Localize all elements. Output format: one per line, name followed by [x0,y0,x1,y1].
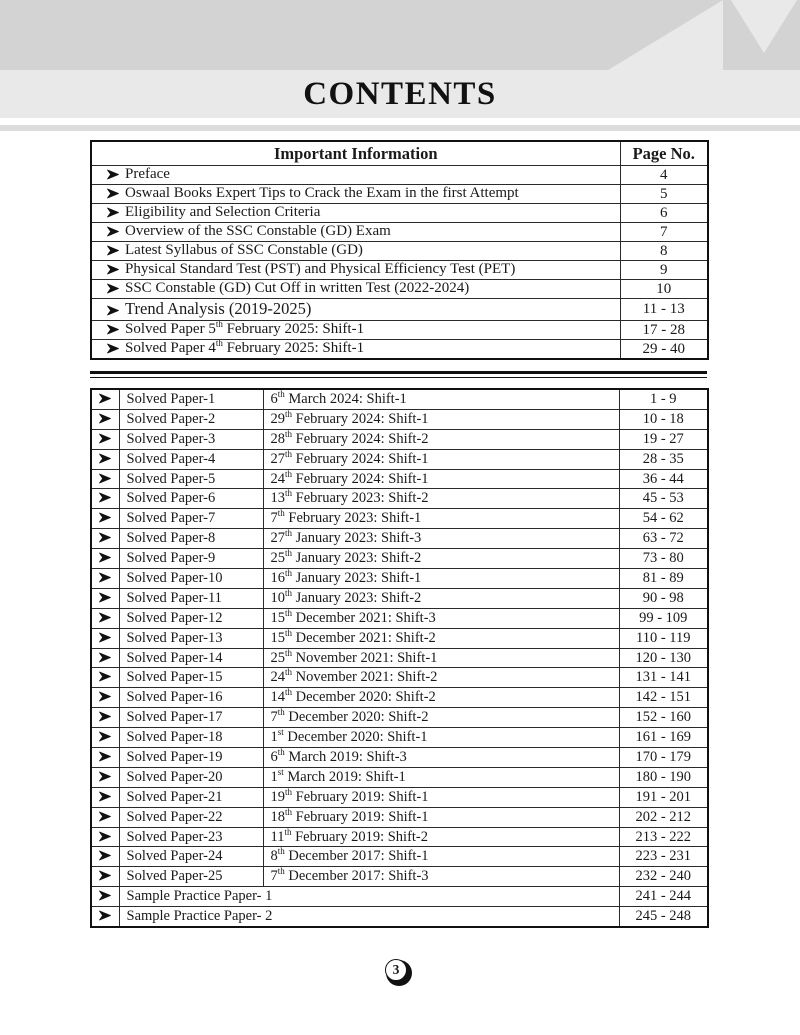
arrow-bullet-icon [101,186,125,203]
arrow-bullet-cell [91,409,119,429]
page-range-cell: 28 - 35 [619,449,708,469]
paper-name-cell: Sample Practice Paper- 2 [119,907,619,927]
paper-name-cell: Solved Paper-5 [119,469,263,489]
info-label: Oswaal Books Expert Tips to Crack the Exam in the first Attempt [125,185,519,201]
page-range-cell: 36 - 44 [619,469,708,489]
solved-paper-row [91,787,708,807]
page-range-cell: 6 [620,204,708,223]
arrow-bullet-icon [94,791,116,802]
arrow-bullet-cell [91,429,119,449]
arrow-bullet-icon [94,393,116,404]
paper-name-cell: Solved Paper-20 [119,767,263,787]
paper-name-cell: Solved Paper-15 [119,668,263,688]
arrow-bullet-icon [94,413,116,424]
info-label: Trend Analysis (2019-2025) [125,299,312,318]
paper-name-cell: Solved Paper-2 [119,409,263,429]
arrow-bullet-icon [94,771,116,782]
arrow-bullet-icon [94,453,116,464]
paper-date-cell: 8th December 2017: Shift-1 [263,847,619,867]
page-range-cell: 63 - 72 [619,529,708,549]
paper-name-cell: Solved Paper-6 [119,489,263,509]
solved-paper-row [91,827,708,847]
solved-paper-row [91,668,708,688]
paper-name-cell: Solved Paper-14 [119,648,263,668]
arrow-bullet-cell [91,748,119,768]
arrow-bullet-cell [91,807,119,827]
solved-paper-row [91,489,708,509]
arrow-bullet-cell [91,867,119,887]
arrow-bullet-icon [94,612,116,623]
info-label-cell [91,299,620,321]
arrow-bullet-icon [101,224,125,241]
page-range-cell: 9 [620,261,708,280]
arrow-bullet-cell [91,728,119,748]
solved-paper-row [91,688,708,708]
solved-paper-row [91,569,708,589]
page-number-badge [386,960,412,986]
decor-diagonal-triangle [608,0,723,70]
info-row [91,321,708,340]
page-range-cell: 90 - 98 [619,588,708,608]
arrow-bullet-icon [101,264,125,275]
info-label-cell [91,166,620,185]
info-label: Physical Standard Test (PST) and Physical Efficiency Test (PET) [125,261,516,277]
paper-name-cell: Solved Paper-21 [119,787,263,807]
arrow-bullet-cell [91,887,119,907]
paper-name-cell: Solved Paper-4 [119,449,263,469]
solved-paper-row [91,469,708,489]
page-range-cell: 17 - 28 [620,321,708,340]
solved-paper-row [91,588,708,608]
paper-name-cell: Solved Paper-18 [119,728,263,748]
page-range-cell: 10 - 18 [619,409,708,429]
paper-name-cell: Solved Paper-8 [119,529,263,549]
paper-date-cell: 27th January 2023: Shift-3 [263,529,619,549]
paper-date-cell: 13th February 2023: Shift-2 [263,489,619,509]
page-range-cell: 29 - 40 [620,340,708,360]
arrow-bullet-icon [94,691,116,702]
page-range-cell: 180 - 190 [619,767,708,787]
paper-date-cell: 27th February 2024: Shift-1 [263,449,619,469]
paper-date-cell: 6th March 2019: Shift-3 [263,748,619,768]
page-range-cell: 4 [620,166,708,185]
paper-date-cell: 1st March 2019: Shift-1 [263,767,619,787]
solved-paper-row [91,628,708,648]
info-header-row [91,141,708,166]
paper-name-cell: Solved Paper-23 [119,827,263,847]
solved-paper-row [91,708,708,728]
paper-date-cell: 29th February 2024: Shift-1 [263,409,619,429]
paper-name-cell: Solved Paper-1 [119,389,263,409]
arrow-bullet-cell [91,688,119,708]
page-range-cell: 45 - 53 [619,489,708,509]
paper-date-cell: 11th February 2019: Shift-2 [263,827,619,847]
arrow-bullet-cell [91,708,119,728]
paper-name-cell: Solved Paper-3 [119,429,263,449]
paper-date-cell: 19th February 2019: Shift-1 [263,787,619,807]
page-range-cell: 170 - 179 [619,748,708,768]
paper-name-cell: Solved Paper-25 [119,867,263,887]
paper-name-cell: Solved Paper-12 [119,608,263,628]
page-range-cell: 19 - 27 [619,429,708,449]
arrow-bullet-icon [94,512,116,523]
solved-paper-row [91,648,708,668]
arrow-bullet-icon [94,811,116,822]
paper-name-cell: Solved Paper-16 [119,688,263,708]
paper-date-cell: 15th December 2021: Shift-2 [263,628,619,648]
solved-paper-row [91,389,708,409]
arrow-bullet-icon [101,341,125,358]
arrow-bullet-icon [101,283,125,294]
solved-paper-row [91,867,708,887]
arrow-bullet-cell [91,509,119,529]
page-range-cell: 5 [620,185,708,204]
paper-name-cell: Solved Paper-17 [119,708,263,728]
arrow-bullet-cell [91,907,119,927]
info-row [91,204,708,223]
paper-date-cell: 28th February 2024: Shift-2 [263,429,619,449]
solved-paper-row [91,847,708,867]
page-range-cell: 99 - 109 [619,608,708,628]
paper-name-cell: Sample Practice Paper- 1 [119,887,619,907]
arrow-bullet-icon [101,207,125,218]
paper-date-cell: 25th November 2021: Shift-1 [263,648,619,668]
info-row [91,280,708,299]
info-row [91,185,708,204]
arrow-bullet-icon [94,850,116,861]
info-row [91,261,708,280]
info-label: Eligibility and Selection Criteria [125,204,321,220]
page-range-cell: 241 - 244 [619,887,708,907]
info-label: SSC Constable (GD) Cut Off in written Test (2022-2024) [125,280,470,296]
arrow-bullet-icon [101,305,125,316]
table-separator [90,371,707,378]
title-band [0,70,800,118]
paper-date-cell: 14th December 2020: Shift-2 [263,688,619,708]
solved-paper-row [91,409,708,429]
arrow-bullet-icon [101,281,125,298]
arrow-bullet-icon [101,169,125,180]
page-range-cell: 54 - 62 [619,509,708,529]
arrow-bullet-icon [94,652,116,663]
page-range-cell: 110 - 119 [619,628,708,648]
info-row [91,299,708,321]
paper-date-cell: 16th January 2023: Shift-1 [263,569,619,589]
paper-name-cell: Solved Paper-24 [119,847,263,867]
paper-name-cell: Solved Paper-9 [119,549,263,569]
info-row [91,242,708,261]
important-info-table [90,140,709,360]
arrow-bullet-icon [94,572,116,583]
info-label-cell [91,261,620,280]
page-range-cell: 120 - 130 [619,648,708,668]
page-range-cell: 1 - 9 [619,389,708,409]
arrow-bullet-icon [94,552,116,563]
arrow-bullet-cell [91,608,119,628]
arrow-bullet-icon [101,167,125,184]
arrow-bullet-icon [94,671,116,682]
arrow-bullet-icon [94,711,116,722]
arrow-bullet-icon [101,243,125,260]
info-label-cell [91,185,620,204]
arrow-bullet-icon [94,870,116,881]
info-label-cell [91,340,620,360]
paper-name-cell: Solved Paper-10 [119,569,263,589]
page-range-cell: 10 [620,280,708,299]
sample-paper-row [91,907,708,927]
solved-paper-row [91,767,708,787]
arrow-bullet-cell [91,449,119,469]
solved-paper-row [91,529,708,549]
arrow-bullet-icon [101,188,125,199]
solved-paper-row [91,608,708,628]
arrow-bullet-icon [94,433,116,444]
paper-name-cell: Solved Paper-13 [119,628,263,648]
arrow-bullet-icon [94,890,116,901]
info-label-cell [91,321,620,340]
paper-date-cell: 15th December 2021: Shift-3 [263,608,619,628]
arrow-bullet-icon [101,245,125,256]
page-number: 3 [385,959,407,981]
arrow-bullet-icon [101,324,125,335]
page-range-cell: 232 - 240 [619,867,708,887]
arrow-bullet-icon [101,262,125,279]
arrow-bullet-cell [91,628,119,648]
paper-name-cell: Solved Paper-22 [119,807,263,827]
paper-date-cell: 24th November 2021: Shift-2 [263,668,619,688]
arrow-bullet-cell [91,549,119,569]
page-range-cell: 131 - 141 [619,668,708,688]
page-range-cell: 7 [620,223,708,242]
page-range-cell: 73 - 80 [619,549,708,569]
paper-date-cell: 18th February 2019: Shift-1 [263,807,619,827]
paper-date-cell: 10th January 2023: Shift-2 [263,588,619,608]
arrow-bullet-cell [91,787,119,807]
info-label: Solved Paper 4th February 2025: Shift-1 [125,339,365,356]
paper-date-cell: 7th December 2017: Shift-3 [263,867,619,887]
page-range-cell: 245 - 248 [619,907,708,927]
divider-rule [0,125,800,131]
info-row [91,340,708,360]
page-range-cell: 202 - 212 [619,807,708,827]
paper-date-cell: 6th March 2024: Shift-1 [263,389,619,409]
page-range-cell: 11 - 13 [620,299,708,321]
solved-paper-row [91,728,708,748]
arrow-bullet-cell [91,389,119,409]
arrow-bullet-icon [101,226,125,237]
arrow-bullet-cell [91,588,119,608]
arrow-bullet-icon [94,910,116,921]
arrow-bullet-icon [94,492,116,503]
paper-name-cell: Solved Paper-11 [119,588,263,608]
arrow-bullet-icon [94,751,116,762]
paper-name-cell: Solved Paper-7 [119,509,263,529]
solved-paper-row [91,429,708,449]
arrow-bullet-icon [94,731,116,742]
arrow-bullet-cell [91,469,119,489]
page-range-cell: 191 - 201 [619,787,708,807]
page-range-cell: 8 [620,242,708,261]
page-range-cell: 223 - 231 [619,847,708,867]
solved-papers-table [90,388,709,928]
page-range-cell: 213 - 222 [619,827,708,847]
info-header-cell: Important Information [91,141,620,166]
solved-paper-row [91,748,708,768]
solved-paper-row [91,549,708,569]
paper-date-cell: 7th December 2020: Shift-2 [263,708,619,728]
paper-date-cell: 24th February 2024: Shift-1 [263,469,619,489]
info-label-cell [91,204,620,223]
info-label: Solved Paper 5th February 2025: Shift-1 [125,320,365,337]
solved-paper-row [91,509,708,529]
arrow-bullet-cell [91,668,119,688]
info-label: Latest Syllabus of SSC Constable (GD) [125,242,363,258]
page-range-cell: 142 - 151 [619,688,708,708]
page-title: CONTENTS [303,75,497,112]
arrow-bullet-cell [91,847,119,867]
page-range-cell: 152 - 160 [619,708,708,728]
arrow-bullet-cell [91,767,119,787]
info-row [91,223,708,242]
arrow-bullet-cell [91,529,119,549]
decor-chevron-triangle [731,0,797,53]
page-range-cell: 161 - 169 [619,728,708,748]
info-label-cell [91,280,620,299]
page-no-header-cell: Page No. [620,141,708,166]
header-band [0,0,800,70]
arrow-bullet-icon [101,322,125,339]
arrow-bullet-icon [94,632,116,643]
paper-date-cell: 25th January 2023: Shift-2 [263,549,619,569]
paper-name-cell: Solved Paper-19 [119,748,263,768]
arrow-bullet-cell [91,827,119,847]
info-row [91,166,708,185]
arrow-bullet-icon [101,343,125,354]
arrow-bullet-icon [94,532,116,543]
info-label: Overview of the SSC Constable (GD) Exam [125,223,391,239]
solved-paper-row [91,449,708,469]
arrow-bullet-cell [91,648,119,668]
arrow-bullet-icon [94,592,116,603]
page-range-cell: 81 - 89 [619,569,708,589]
arrow-bullet-icon [94,473,116,484]
paper-date-cell: 1st December 2020: Shift-1 [263,728,619,748]
arrow-bullet-icon [101,205,125,222]
arrow-bullet-cell [91,489,119,509]
info-label: Preface [125,166,170,182]
info-label-cell [91,242,620,261]
arrow-bullet-icon [101,300,125,320]
solved-paper-row [91,807,708,827]
arrow-bullet-cell [91,569,119,589]
arrow-bullet-icon [94,831,116,842]
sample-paper-row [91,887,708,907]
paper-date-cell: 7th February 2023: Shift-1 [263,509,619,529]
info-label-cell [91,223,620,242]
